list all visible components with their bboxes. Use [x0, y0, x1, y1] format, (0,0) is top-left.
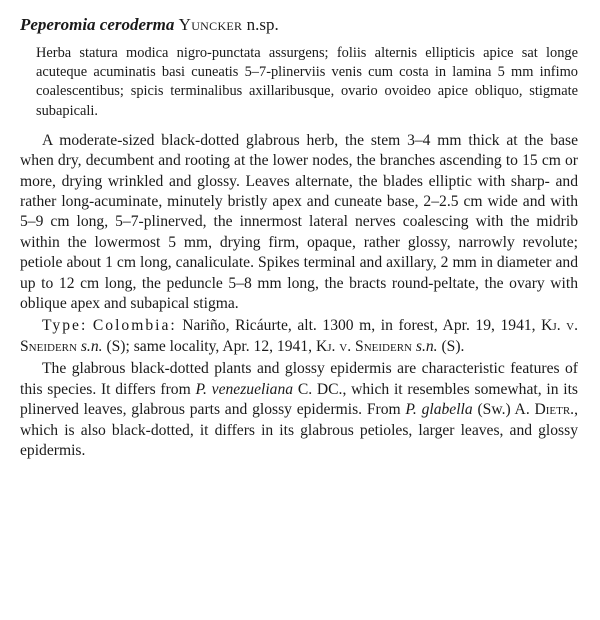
- species-author: Yuncker: [178, 15, 243, 34]
- type-country: Colombia:: [92, 317, 177, 335]
- discussion-text-4: , which is also black-dotted, it differs in its glabrous petioles, larger leaves, and glossy epidermis.: [20, 401, 578, 459]
- sine-numero-1: s.n.: [80, 337, 103, 355]
- discussion-text-1: The glabrous black-dotted plants and glossy epidermis are characteristic features of this species. It differs from: [20, 360, 578, 398]
- latin-diagnosis: Herba statura modica nigro-punctata assurgens; foliis alternis ellipticis apice sat longe acuteque acuminatis basi cuneatis 5–7-plinerviis venis cum costa in lamina 5 mm infimo coalescentibus; spicis terminalibus axillaribusque, ovario ovoideo apice obliquo, stigmate subapicali.: [36, 45, 578, 119]
- species-status: n.sp.: [246, 15, 279, 34]
- type-label: Type:: [42, 317, 88, 335]
- discussion-text-2: C. DC., which it resembles somewhat, in its plinerved leaves, glabrous parts and glossy epidermis. From: [20, 380, 578, 419]
- species-name: Peperomia ceroderma: [20, 15, 175, 34]
- type-herbarium: (S).: [441, 337, 465, 355]
- collector-name-2: Sneidern: [355, 337, 412, 355]
- collector-name-1: Sneidern: [20, 337, 77, 355]
- type-second-locality: (S); same locality, Apr. 12, 1941,: [106, 337, 313, 355]
- discussion-paragraph: [20, 359, 578, 461]
- sine-numero-2: s.n.: [415, 337, 438, 355]
- collector-prefix-1: Kj. v.: [541, 317, 579, 335]
- compared-author: Dietr.: [534, 401, 575, 419]
- species-heading: [20, 14, 578, 36]
- discussion-text-3: (Sw.) A.: [477, 401, 530, 419]
- type-locality: Nariño, Ricáurte, alt. 1300 m, in forest, Apr. 19, 1941,: [182, 317, 536, 335]
- english-description: A moderate-sized black-dotted glabrous herb, the stem 3–4 mm thick at the base when dry, decumbent and rooting at the lower nodes, the branches ascending to 15 cm or more, drying wrinkled and glossy. Leaves alternate, the blades elliptic with sharp- and rather long-acuminate, minutely bristly apex and cuneate base, 2–2.5 cm wide and with 5–9 cm long, 5–7-plinerved, the innermost lateral nerves coalescing with the midrib within the lowermost 5 mm, drying firm, opaque, rather glossy, narrowly revolute; petiole about 1 cm long, canaliculate. Spikes terminal and axillary, 2 mm in diameter and up to 12 cm long, the peduncle 5–8 mm long, the bracts round-peltate, the ovary with oblique apex and subapical stigma.: [20, 131, 578, 313]
- compared-species-1: P. venezueliana: [195, 380, 294, 398]
- collector-prefix-2: Kj. v.: [315, 337, 352, 355]
- compared-species-2: P. glabella: [405, 401, 473, 419]
- type-specimen-paragraph: [20, 316, 578, 357]
